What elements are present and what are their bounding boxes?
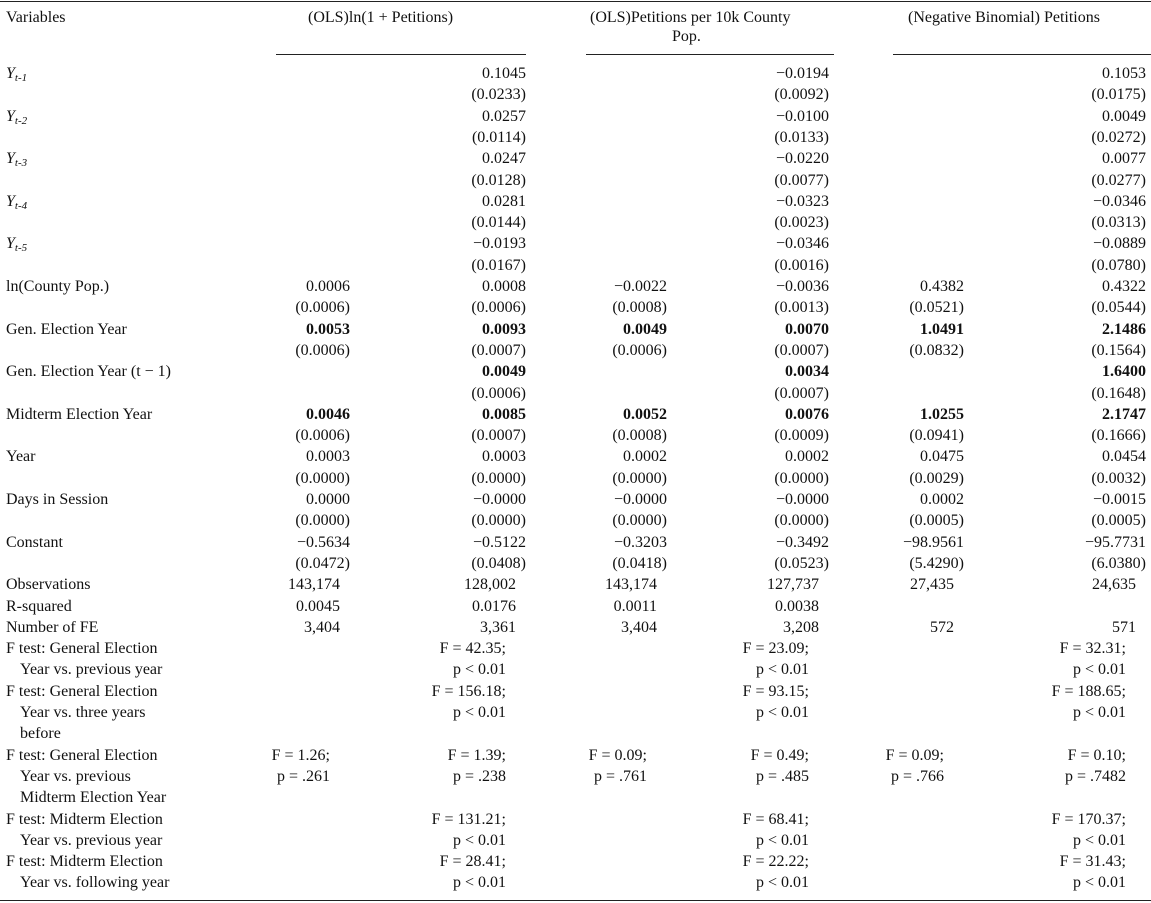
cell-se: (0.0006) — [295, 427, 350, 445]
header-ols-log: (OLS)ln(1 + Petitions) — [308, 9, 454, 26]
cell-se: (0.0167) — [471, 256, 526, 274]
cell-se: (0.0000) — [774, 469, 829, 487]
cell-se: (0.0009) — [774, 427, 829, 445]
cell-coef: 0.0003 — [306, 448, 350, 466]
cell-se: (0.0523) — [774, 554, 829, 572]
cell-stat: 143,174 — [605, 576, 657, 594]
header-variables: Variables — [6, 9, 66, 26]
ftest-label: F test: Midterm Election — [6, 853, 163, 871]
header-ols-per10k-line1: (OLS)Petitions per 10k County — [590, 9, 791, 26]
cell-coef: −0.0346 — [1092, 192, 1146, 210]
cell-coef: 0.0002 — [920, 491, 964, 508]
row-label: ln(County Pop.) — [6, 278, 110, 295]
cell-stat: 0.0011 — [613, 597, 657, 615]
cell-coef: −98.9561 — [902, 533, 964, 551]
cell-se: (6.0380) — [1091, 554, 1146, 572]
ftest-F: F = 22.22; — [742, 853, 809, 871]
cell-se: (0.0175) — [1091, 86, 1146, 104]
cell-coef: −0.0015 — [1092, 491, 1146, 508]
cell-se: (0.0472) — [295, 554, 350, 572]
ftest-label: Year vs. three years — [20, 704, 146, 721]
cell-se: (0.0008) — [612, 427, 667, 445]
cell-stat: 127,737 — [767, 576, 819, 594]
ftest-p: p = .485 — [755, 767, 809, 785]
header-rule-ols-log — [276, 54, 526, 55]
ftest-label: F test: General Election — [6, 640, 158, 658]
cell-stat: 143,174 — [288, 576, 340, 594]
cell-coef: 0.0070 — [785, 320, 829, 338]
cell-se: (0.0233) — [471, 86, 526, 104]
lag-symbol: Y — [6, 192, 15, 210]
cell-coef: 0.0257 — [482, 107, 526, 125]
ftest-F: F = 0.10; — [1067, 746, 1126, 764]
ftest-label: Year vs. previous — [20, 767, 131, 785]
cell-se: (0.0544) — [1091, 299, 1146, 317]
cell-se: (0.0408) — [471, 554, 526, 572]
cell-coef: 0.0454 — [1102, 448, 1146, 466]
bottom-rule — [0, 900, 1151, 901]
cell-coef: −0.3203 — [613, 533, 667, 551]
cell-se: (0.0007) — [774, 341, 829, 359]
ftest-p: p < 0.01 — [1072, 874, 1126, 892]
cell-coef: −0.0000 — [613, 491, 667, 508]
ftest-F: F = 0.09; — [588, 746, 647, 764]
cell-coef: 0.0049 — [1102, 107, 1146, 125]
ftest-F: F = 28.41; — [439, 853, 506, 871]
cell-se: (0.0000) — [295, 512, 350, 530]
cell-se: (0.0000) — [612, 469, 667, 487]
lag-symbol: Y — [6, 235, 15, 253]
ftest-label: F test: Midterm Election — [6, 810, 163, 828]
ftest-p: p < 0.01 — [755, 874, 809, 892]
ftest-p: p = .261 — [276, 767, 330, 785]
cell-se: (0.0313) — [1091, 214, 1146, 232]
cell-se: (0.0008) — [612, 299, 667, 317]
ftest-label: Year vs. previous year — [20, 661, 163, 679]
cell-coef: 0.0077 — [1102, 150, 1146, 168]
cell-stat: 3,208 — [783, 618, 819, 636]
cell-se: (0.0029) — [909, 469, 964, 487]
ftest-p: p < 0.01 — [452, 661, 506, 679]
cell-stat: 0.0045 — [296, 597, 340, 615]
ftest-F: F = 131.21; — [431, 810, 506, 828]
lag-subscript: t-3 — [14, 157, 28, 170]
cell-coef: −0.3492 — [775, 533, 829, 551]
cell-se: (0.0006) — [471, 384, 526, 402]
cell-coef: 0.0008 — [482, 278, 526, 295]
cell-coef: −0.0194 — [775, 65, 829, 82]
lag-symbol: Y — [6, 150, 15, 168]
cell-coef: −0.0220 — [775, 150, 829, 168]
cell-se: (0.0418) — [612, 554, 667, 572]
header-negbin: (Negative Binomial) Petitions — [908, 9, 1100, 26]
cell-se: (0.0013) — [774, 299, 829, 317]
cell-coef: 0.0281 — [482, 192, 526, 210]
ftest-F: F = 42.35; — [439, 640, 506, 658]
cell-se: (0.0007) — [471, 427, 526, 445]
cell-stat: 3,404 — [621, 618, 657, 636]
header-rule-ols-per10k — [586, 54, 834, 55]
cell-coef: −0.0193 — [472, 235, 526, 253]
ftest-p: p < 0.01 — [755, 704, 809, 721]
cell-coef: −0.0000 — [775, 491, 829, 508]
cell-se: (0.0272) — [1091, 128, 1146, 146]
cell-coef: 0.0475 — [920, 448, 964, 466]
cell-stat: 0.0038 — [775, 597, 819, 615]
cell-coef: 0.0002 — [623, 448, 667, 466]
cell-coef: 0.0002 — [785, 448, 829, 466]
cell-se: (0.0000) — [612, 512, 667, 530]
row-label: Year — [6, 448, 36, 466]
ftest-F: F = 0.09; — [885, 746, 944, 764]
cell-coef: 0.4382 — [920, 278, 964, 295]
cell-coef: 2.1747 — [1102, 405, 1146, 423]
row-label: Midterm Election Year — [6, 405, 153, 423]
cell-se: (0.0032) — [1091, 469, 1146, 487]
cell-coef: 0.0049 — [482, 363, 526, 381]
row-label: Number of FE — [6, 618, 99, 636]
ftest-F: F = 23.09; — [742, 640, 809, 658]
cell-coef: −0.0100 — [775, 107, 829, 125]
cell-se: (0.1648) — [1091, 384, 1146, 402]
cell-coef: 1.0255 — [920, 405, 964, 423]
cell-se: (0.0000) — [295, 469, 350, 487]
cell-se: (0.0114) — [471, 128, 526, 146]
cell-se: (0.0277) — [1091, 171, 1146, 189]
cell-coef: −0.0889 — [1092, 235, 1146, 253]
ftest-label: F test: General Election — [6, 682, 158, 700]
cell-coef: −95.7731 — [1084, 533, 1146, 551]
ftest-p: p < 0.01 — [755, 661, 809, 679]
lag-subscript: t-4 — [14, 199, 28, 212]
cell-stat: 128,002 — [464, 576, 516, 594]
lag-symbol: Y — [6, 107, 15, 125]
cell-coef: 0.0076 — [785, 405, 829, 423]
row-label: Gen. Election Year — [6, 320, 127, 338]
ftest-p: p < 0.01 — [1072, 704, 1126, 721]
row-label-lag — [6, 149, 27, 170]
ftest-label: before — [20, 725, 61, 743]
cell-se: (0.0005) — [1091, 512, 1146, 530]
cell-coef: 0.0049 — [623, 320, 667, 338]
cell-coef: 0.0093 — [482, 320, 526, 338]
cell-se: (0.0077) — [774, 171, 829, 189]
ftest-p: p < 0.01 — [1072, 661, 1126, 679]
ftest-label: Year vs. previous year — [20, 831, 163, 849]
cell-coef: 0.0247 — [482, 150, 526, 168]
ftest-p: p = .761 — [593, 767, 647, 785]
lag-subscript: t-1 — [14, 72, 28, 84]
cell-se: (0.0092) — [774, 86, 829, 104]
ftest-F: F = 68.41; — [742, 810, 809, 828]
ftest-F: F = 1.26; — [271, 746, 330, 764]
row-label: Gen. Election Year (t − 1) — [6, 363, 171, 381]
cell-coef: −0.0036 — [775, 278, 829, 295]
cell-stat: 24,635 — [1092, 576, 1136, 594]
header-rule-negbin — [893, 54, 1151, 55]
row-label-lag — [6, 192, 27, 213]
cell-coef: 0.0006 — [306, 278, 350, 295]
ftest-F: F = 1.39; — [447, 746, 506, 764]
cell-coef: 0.0003 — [482, 448, 526, 466]
cell-coef: −0.0000 — [472, 491, 526, 508]
ftest-F: F = 156.18; — [431, 682, 506, 700]
cell-se: (0.0144) — [471, 214, 526, 232]
ftest-p: p = .7482 — [1064, 767, 1126, 785]
cell-coef: 2.1486 — [1102, 320, 1146, 338]
cell-coef: −0.0346 — [775, 235, 829, 253]
header-ols-per10k-line2: Pop. — [672, 28, 701, 45]
ftest-p: p = .238 — [452, 767, 506, 785]
cell-stat: 0.0176 — [472, 597, 516, 615]
cell-coef: 1.6400 — [1102, 363, 1146, 381]
cell-coef: 0.0046 — [306, 405, 350, 423]
ftest-p: p < 0.01 — [452, 831, 506, 849]
cell-coef: 0.0085 — [482, 405, 526, 423]
row-label: Days in Session — [6, 491, 109, 508]
cell-se: (0.0128) — [471, 171, 526, 189]
cell-se: (0.0016) — [774, 256, 829, 274]
cell-se: (0.0007) — [774, 384, 829, 402]
lag-subscript: t-5 — [14, 242, 28, 255]
ftest-label: Year vs. following year — [20, 874, 170, 892]
cell-coef: −0.5634 — [296, 533, 350, 551]
cell-se: (0.0133) — [774, 128, 829, 146]
cell-stat: 3,404 — [304, 618, 340, 636]
cell-coef: 0.0000 — [306, 491, 350, 508]
cell-se: (0.0006) — [295, 299, 350, 317]
cell-se: (0.0000) — [471, 512, 526, 530]
cell-stat: 571 — [1112, 618, 1136, 636]
cell-se: (0.0006) — [295, 341, 350, 359]
cell-coef: −0.0022 — [613, 278, 667, 295]
cell-coef: 0.1045 — [482, 65, 526, 82]
cell-se: (0.0832) — [909, 341, 964, 359]
cell-se: (0.0000) — [774, 512, 829, 530]
cell-coef: 0.0053 — [306, 320, 350, 338]
ftest-F: F = 31.43; — [1059, 853, 1126, 871]
cell-se: (0.0941) — [909, 427, 964, 445]
cell-se: (0.0000) — [471, 469, 526, 487]
cell-se: (0.0521) — [909, 299, 964, 317]
ftest-p: p < 0.01 — [452, 874, 506, 892]
ftest-F: F = 188.65; — [1051, 682, 1126, 700]
row-label-lag — [6, 234, 27, 255]
cell-coef: 1.0491 — [920, 320, 964, 338]
ftest-F: F = 170.37; — [1051, 810, 1126, 828]
cell-coef: 0.0052 — [623, 405, 667, 423]
cell-se: (5.4290) — [909, 554, 964, 572]
cell-se: (0.1564) — [1091, 341, 1146, 359]
ftest-p: p < 0.01 — [1072, 831, 1126, 849]
cell-stat: 3,361 — [480, 618, 516, 636]
row-label: R-squared — [6, 597, 72, 615]
cell-se: (0.0005) — [909, 512, 964, 530]
cell-se: (0.0007) — [471, 341, 526, 359]
cell-se: (0.0006) — [612, 341, 667, 359]
cell-coef: 0.4322 — [1102, 278, 1146, 295]
cell-stat: 572 — [930, 618, 954, 636]
ftest-label: F test: General Election — [6, 746, 158, 764]
cell-coef: 0.1053 — [1102, 65, 1146, 82]
cell-se: (0.0780) — [1091, 256, 1146, 274]
cell-se: (0.1666) — [1091, 427, 1146, 445]
lag-subscript: t-2 — [14, 114, 28, 127]
cell-coef: −0.0323 — [775, 192, 829, 210]
ftest-F: F = 0.49; — [750, 746, 809, 764]
ftest-label: Midterm Election Year — [20, 789, 167, 807]
row-label-lag — [6, 64, 27, 85]
ftest-F: F = 93.15; — [742, 682, 809, 700]
cell-se: (0.0023) — [774, 214, 829, 232]
ftest-F: F = 32.31; — [1059, 640, 1126, 658]
cell-se: (0.0006) — [471, 299, 526, 317]
cell-coef: 0.0034 — [785, 363, 829, 381]
row-label-lag — [6, 107, 27, 128]
cell-stat: 27,435 — [910, 576, 954, 594]
ftest-p: p < 0.01 — [452, 704, 506, 721]
top-rule — [0, 1, 1151, 2]
row-label: Observations — [6, 576, 91, 594]
ftest-p: p < 0.01 — [755, 831, 809, 849]
cell-coef: −0.5122 — [472, 533, 526, 551]
lag-symbol: Y — [6, 65, 15, 82]
ftest-p: p = .766 — [890, 767, 944, 785]
row-label: Constant — [6, 533, 63, 551]
